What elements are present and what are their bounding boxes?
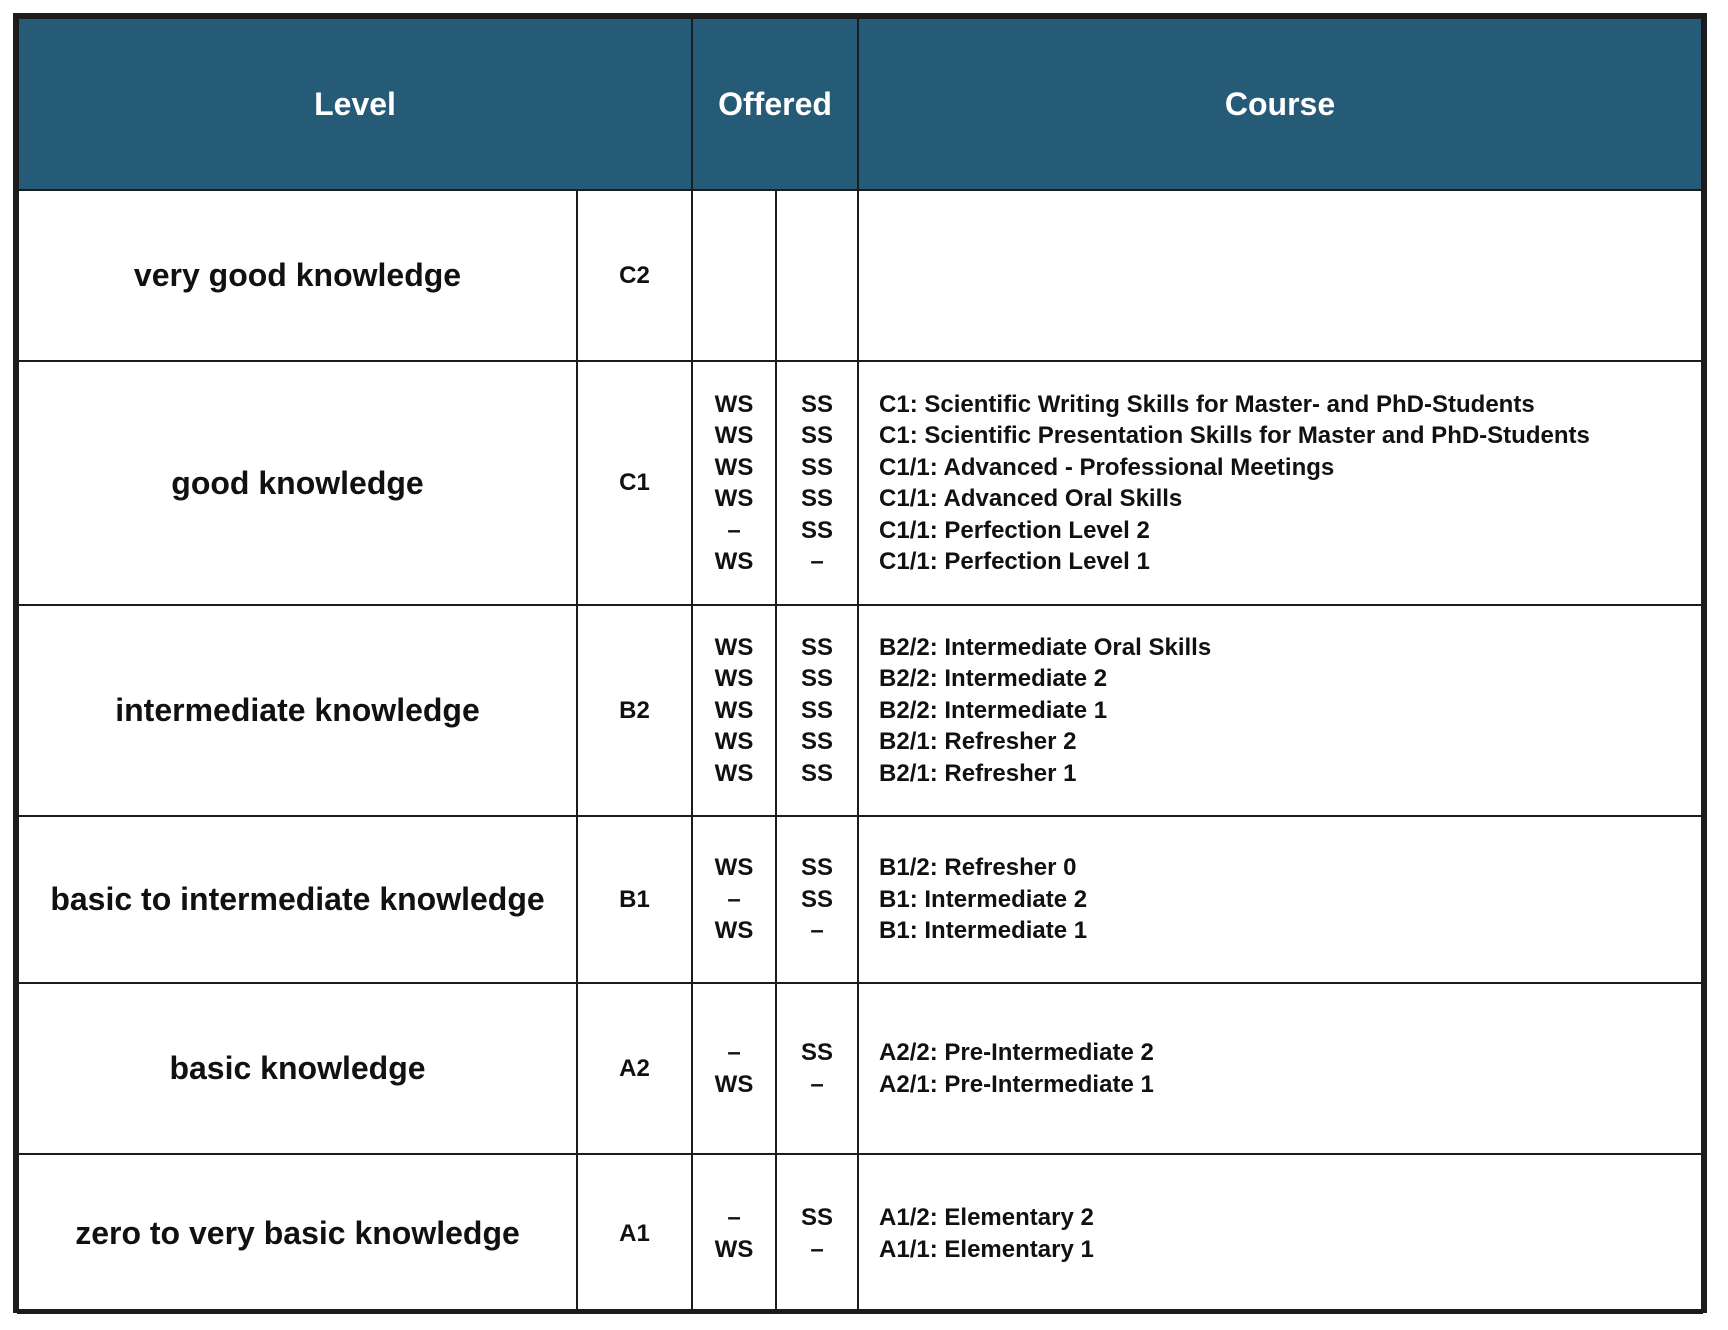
winter-semester-mark: – — [727, 516, 741, 544]
cefr-code: A1 — [577, 1154, 692, 1313]
course-list — [858, 1154, 1702, 1313]
header-offered: Offered — [692, 18, 858, 190]
table-row — [18, 816, 1702, 983]
course-item: C1/1: Advanced Oral Skills — [879, 485, 1183, 512]
cefr-code: C2 — [577, 190, 692, 361]
summer-semester-mark: SS — [801, 390, 834, 418]
course-level-table — [17, 17, 1703, 1314]
winter-semester-mark: WS — [714, 665, 754, 693]
course-item: B1: Intermediate 2 — [879, 885, 1088, 913]
winter-semester-mark: – — [727, 885, 741, 913]
course-list — [858, 816, 1702, 983]
summer-semester-mark: SS — [801, 633, 834, 661]
summer-semester-mark: SS — [801, 422, 834, 449]
course-list — [858, 190, 1702, 361]
level-label: basic to intermediate knowledge — [18, 816, 577, 983]
level-label: good knowledge — [18, 361, 577, 605]
winter-semester-mark: – — [727, 1039, 741, 1066]
winter-semester-mark: WS — [714, 422, 754, 449]
table-row — [18, 361, 1702, 605]
summer-semester-mark: SS — [801, 759, 834, 787]
course-item: C1/1: Advanced - Professional Meetings — [879, 453, 1335, 481]
summer-semester-cell — [776, 983, 858, 1154]
course-item: B2/1: Refresher 1 — [879, 759, 1077, 787]
course-item: C1: Scientific Writing Skills for Master- and PhD-Students — [879, 390, 1535, 418]
table-row — [18, 605, 1702, 816]
winter-semester-cell — [692, 1154, 776, 1313]
summer-semester-cell — [776, 361, 858, 605]
winter-semester-mark: WS — [714, 759, 754, 787]
level-label: basic knowledge — [18, 983, 577, 1154]
cefr-code: A2 — [577, 983, 692, 1154]
summer-semester-cell — [776, 816, 858, 983]
winter-semester-cell — [692, 361, 776, 605]
table-body — [18, 190, 1702, 1313]
summer-semester-mark: – — [810, 1070, 824, 1098]
winter-semester-mark: WS — [714, 390, 754, 418]
summer-semester-cell — [776, 1154, 858, 1313]
course-list — [858, 605, 1702, 816]
course-item: C1: Scientific Presentation Skills for Master and PhD-Students — [879, 422, 1590, 449]
summer-semester-mark: SS — [801, 516, 834, 544]
summer-semester-cell — [776, 605, 858, 816]
summer-semester-mark: SS — [801, 665, 834, 693]
table-row — [18, 1154, 1702, 1313]
summer-semester-mark: SS — [801, 453, 834, 481]
summer-semester-mark: – — [810, 548, 824, 575]
summer-semester-mark: SS — [801, 854, 834, 882]
course-item: A1/1: Elementary 1 — [879, 1235, 1094, 1263]
level-label: zero to very basic knowledge — [18, 1154, 577, 1313]
winter-semester-cell — [692, 983, 776, 1154]
winter-semester-mark: WS — [714, 696, 754, 724]
header-course: Course — [858, 18, 1702, 190]
course-table-frame — [13, 13, 1707, 1313]
header-row — [18, 18, 1702, 190]
cefr-code: B2 — [577, 605, 692, 816]
summer-semester-mark: SS — [801, 728, 834, 756]
summer-semester-mark: SS — [801, 696, 834, 724]
summer-semester-mark: – — [810, 917, 824, 945]
course-item: B2/2: Intermediate Oral Skills — [879, 633, 1212, 661]
summer-semester-mark: SS — [801, 485, 834, 512]
winter-semester-cell — [692, 605, 776, 816]
course-item: A1/2: Elementary 2 — [879, 1204, 1094, 1231]
winter-semester-mark: WS — [714, 548, 754, 575]
winter-semester-mark: WS — [714, 1070, 754, 1098]
summer-semester-mark: – — [810, 1235, 824, 1263]
winter-semester-mark: WS — [714, 728, 754, 756]
cefr-code: B1 — [577, 816, 692, 983]
course-list — [858, 361, 1702, 605]
course-item: A2/1: Pre-Intermediate 1 — [879, 1070, 1154, 1098]
cefr-code: C1 — [577, 361, 692, 605]
winter-semester-mark: WS — [714, 854, 754, 882]
level-label: very good knowledge — [18, 190, 577, 361]
summer-semester-mark: SS — [801, 1039, 834, 1066]
course-item: C1/1: Perfection Level 1 — [879, 548, 1150, 575]
course-item: A2/2: Pre-Intermediate 2 — [879, 1039, 1154, 1066]
table-row — [18, 983, 1702, 1154]
course-list — [858, 983, 1702, 1154]
summer-semester-mark: SS — [801, 1204, 834, 1231]
course-item: B2/2: Intermediate 1 — [879, 696, 1108, 724]
winter-semester-mark: WS — [714, 1235, 754, 1263]
summer-semester-mark: SS — [801, 885, 834, 913]
winter-semester-mark: – — [727, 1204, 741, 1231]
winter-semester-mark: WS — [714, 453, 754, 481]
course-item: B1/2: Refresher 0 — [879, 854, 1077, 882]
course-item: B1: Intermediate 1 — [879, 917, 1088, 945]
winter-semester-cell — [692, 190, 776, 361]
table-row — [18, 190, 1702, 361]
header-level: Level — [18, 18, 692, 190]
summer-semester-cell — [776, 190, 858, 361]
winter-semester-mark: WS — [714, 917, 754, 945]
winter-semester-mark: WS — [714, 633, 754, 661]
winter-semester-mark: WS — [714, 485, 754, 512]
course-item: B2/1: Refresher 2 — [879, 728, 1077, 756]
winter-semester-cell — [692, 816, 776, 983]
course-item: C1/1: Perfection Level 2 — [879, 516, 1150, 544]
course-item: B2/2: Intermediate 2 — [879, 665, 1108, 693]
level-label: intermediate knowledge — [18, 605, 577, 816]
